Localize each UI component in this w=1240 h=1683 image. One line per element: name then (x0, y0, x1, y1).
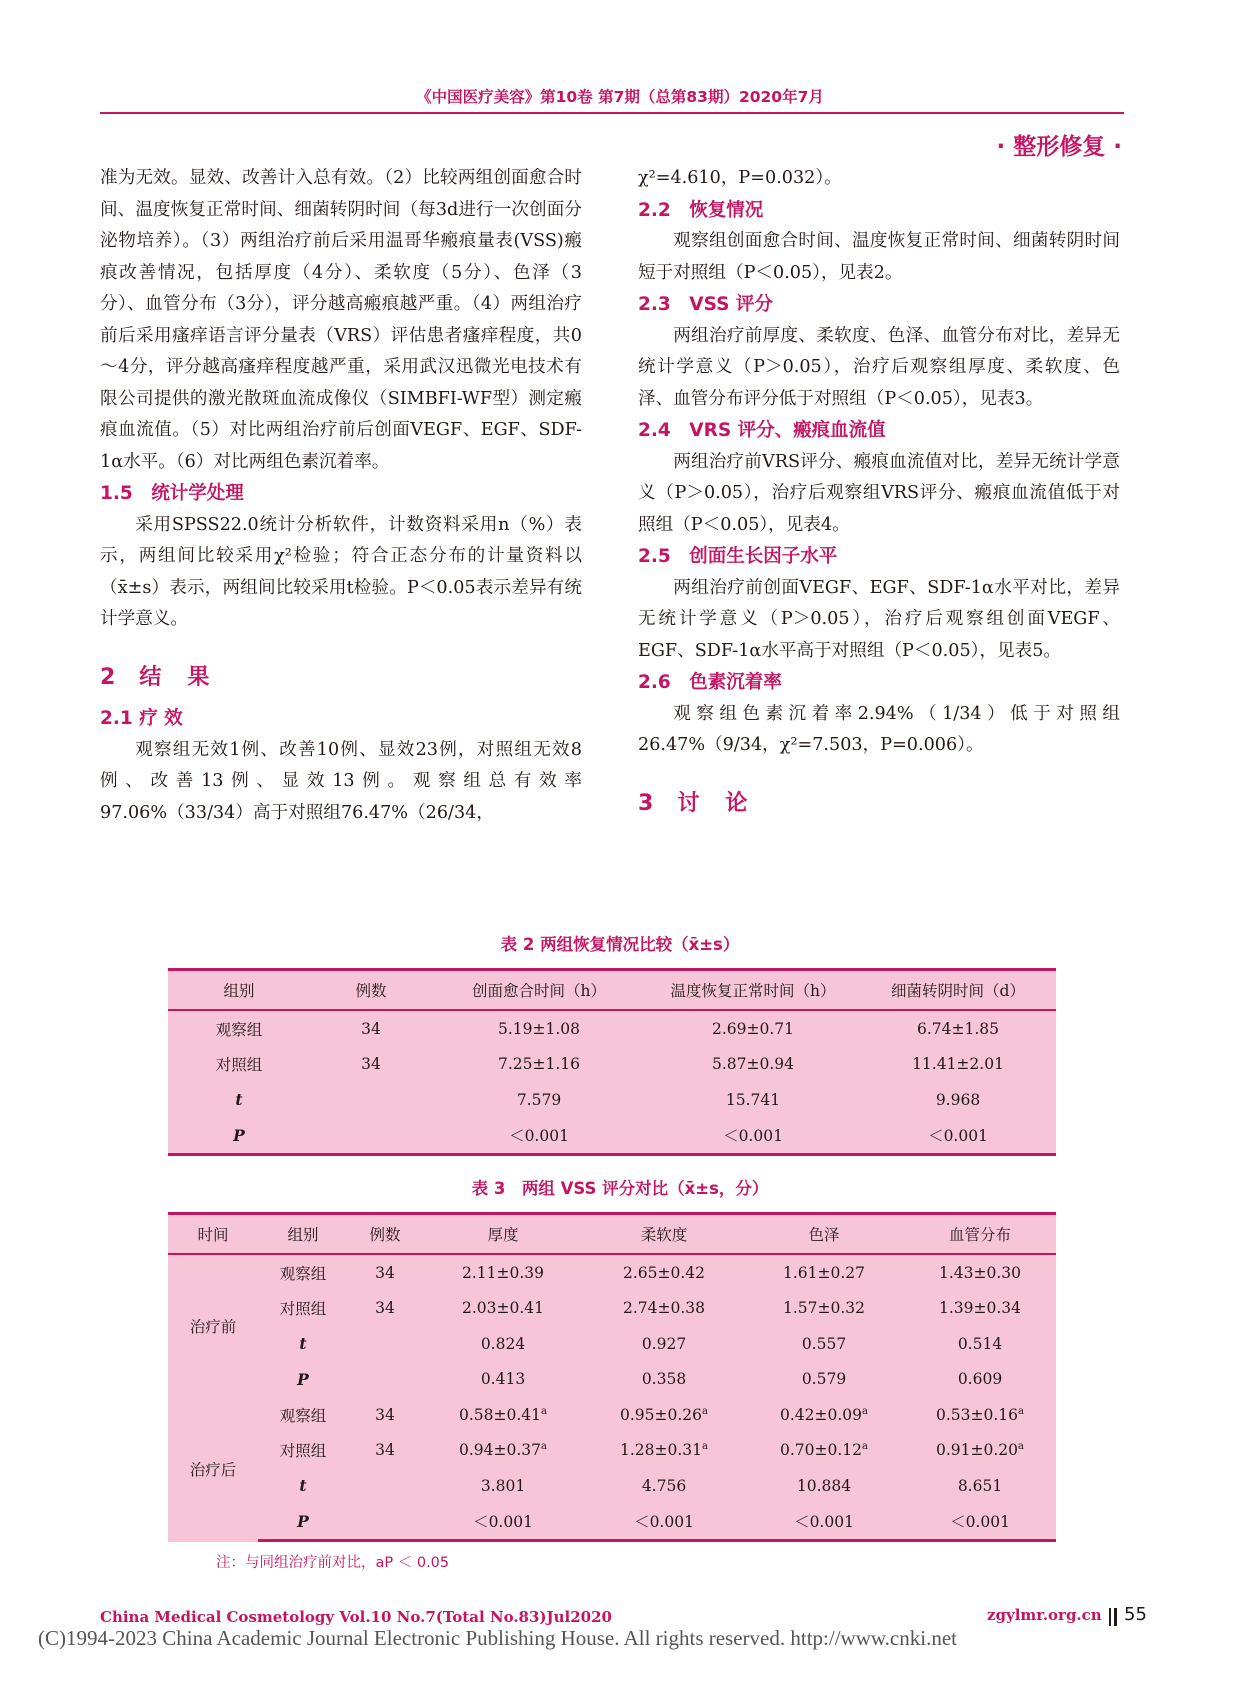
table-note: 注：与同组治疗前对比，aP ＜ 0.05 (216, 1555, 450, 1571)
table-cell: 34 (375, 1299, 395, 1318)
table-header-row (168, 970, 1056, 1011)
table3-caption: 表 3 两组 VSS 评分对比（x̄±s，分） (471, 1179, 769, 1198)
table-cell: 0.358 (641, 1370, 687, 1389)
table-cell: ＜0.001 (646, 1118, 860, 1155)
table-cell (310, 1118, 432, 1155)
table-header: 例数 (348, 1214, 422, 1255)
table-cell (310, 1082, 432, 1118)
table-cell: 9.968 (935, 1090, 981, 1109)
table-cell: 3.801 (480, 1476, 526, 1495)
heading-1-5: 1.5 统计学处理 (100, 483, 244, 504)
table-cell: 0.514 (957, 1334, 1003, 1353)
table-header: 创面愈合时间（h） (432, 970, 646, 1011)
heading-text: 结 果 (139, 664, 212, 690)
table-header-row (168, 1214, 1056, 1255)
table2 (168, 968, 1056, 1156)
paragraph: 观察组创面愈合时间、温度恢复正常时间、细菌转阴时间短于对照组（P＜0.05），见表2。 (638, 231, 1120, 283)
table-cell: 7.25±1.16 (497, 1055, 580, 1074)
table-cell: 0.91±0.20$^a$ (936, 1441, 1024, 1460)
time-group-label: 治疗前 (189, 1318, 237, 1336)
table-cell: 1.39±0.34 (938, 1299, 1021, 1318)
footer-journal: China Medical Cosmetology Vol.10 No.7(Total No.83)Jul2020 (100, 1608, 612, 1626)
table-cell: 0.95±0.26$^a$ (620, 1405, 708, 1424)
table-cell: 11.41±2.01 (912, 1055, 1004, 1074)
table-cell: 0.53±0.16$^a$ (936, 1405, 1024, 1424)
table-cell: P (297, 1369, 309, 1389)
heading-2-4: 2.4 VRS 评分、瘢痕血流值 (638, 420, 886, 441)
table-cell: 4.756 (641, 1476, 687, 1495)
paragraph: 观察组色素沉着率2.94%（1/34）低于对照组26.47%（9/34，χ²=7.503，P=0.006）。 (638, 703, 1120, 755)
table-cell: t (235, 1090, 243, 1110)
table-cell: 0.94±0.37$^a$ (459, 1441, 547, 1460)
table-cell: 0.413 (480, 1370, 526, 1389)
table-row (168, 1118, 1056, 1155)
table-cell: ＜0.001 (904, 1504, 1056, 1541)
table-cell: 2.65±0.42 (622, 1263, 705, 1282)
table-row (168, 1082, 1056, 1118)
copyright-watermark: (C)1994-2023 China Academic Journal Electronic Publishing House. All rights reserved. http://www.cnki.net (38, 1626, 957, 1650)
table-cell: ＜0.001 (422, 1504, 584, 1541)
right-column (638, 163, 1120, 819)
table-cell: 2.03±0.41 (461, 1299, 544, 1318)
table-header: 时间 (168, 1214, 258, 1255)
footer-website: zgylmr.org.cn (987, 1606, 1102, 1624)
heading-text: 讨 论 (677, 790, 750, 816)
table-cell (348, 1468, 422, 1504)
table-cell: 0.70±0.12$^a$ (780, 1441, 868, 1460)
heading-2-3: 2.3 VSS 评分 (638, 294, 773, 315)
paragraph: 准为无效。显效、改善计入总有效。（2）比较两组创面愈合时间、温度恢复正常时间、细菌转阴时间（每3d进行一次创面分泌物培养）。（3）两组治疗前后采用温哥华瘢痕量表(VSS)瘢痕改善情况，包括厚度（4分）、柔软度（5分）、色泽（3分）、血管分布（3分），评分越高瘢痕越严重。（4）两组治疗前后采用瘙痒语言评分量表（VRS）评估患者瘙痒程度，共0～4分，评分越高瘙痒程度越严重，采用武汉迅微光电技术有限公司提供的激光散斑血流成像仪（SIMBFI-WF型）测定瘢痕血流值。（5）对比两组治疗前后创面VEGF、EGF、SDF-1α水平。（6）对比两组色素沉着率。 (100, 168, 582, 472)
table3 (168, 1212, 1056, 1542)
paragraph: 两组治疗前厚度、柔软度、色泽、血管分布对比，差异无统计学意义（P＞0.05），治疗后观察组厚度、柔软度、色泽、血管分布评分低于对照组（P＜0.05），见表3。 (638, 325, 1120, 409)
table-cell: 34 (375, 1405, 395, 1424)
page-bar-icon (1109, 1608, 1111, 1626)
table-cell: 34 (375, 1263, 395, 1282)
time-group-label: 治疗后 (189, 1460, 237, 1479)
table-cell: P (168, 1118, 310, 1155)
table-cell: 0.609 (957, 1370, 1003, 1389)
journal-header: 《中国医疗美容》第10卷 第7期（总第83期）2020年7月 (416, 88, 824, 106)
table-cell: t (299, 1334, 307, 1354)
table-cell: 1.28±0.31$^a$ (620, 1441, 708, 1460)
table-header: 组别 (168, 970, 310, 1011)
table-cell: 0.824 (480, 1334, 526, 1353)
table-cell: ＜0.001 (584, 1504, 744, 1541)
table-cell: 2.69±0.71 (711, 1019, 794, 1038)
table-header: 例数 (310, 970, 432, 1011)
paragraph: 观察组无效1例、改善10例、显效23例，对照组无效8例、改善13例、显效13例。观察组总有效率97.06%（33/34）高于对照组76.47%（26/34， (100, 739, 582, 823)
table-header: 细菌转阴时间（d） (860, 970, 1056, 1011)
table-cell: 0.927 (641, 1334, 687, 1353)
page-bar-icon (1114, 1608, 1117, 1626)
table-row (168, 1468, 1056, 1504)
table-header: 血管分布 (904, 1214, 1056, 1255)
table-cell: 2.74±0.38 (622, 1299, 705, 1318)
table-cell: 7.579 (516, 1090, 562, 1109)
table-cell: 34 (361, 1019, 381, 1038)
table-cell: 0.557 (801, 1334, 847, 1353)
table-cell: 34 (361, 1055, 381, 1074)
table-row (168, 1291, 1056, 1327)
table2-caption: 表 2 两组恢复情况比较（x̄±s） (500, 935, 740, 954)
heading-2-1: 2.1 疗 效 (100, 708, 183, 729)
paragraph: 两组治疗前VRS评分、瘢痕血流值对比，差异无统计学意义（P＞0.05），治疗后观察组VRS评分、瘢痕血流值低于对照组（P＜0.05），见表4。 (638, 451, 1120, 535)
page-number: 55 (1124, 1604, 1147, 1625)
table-cell: 1.43±0.30 (938, 1263, 1021, 1282)
table-cell: 对照组 (279, 1300, 327, 1319)
table-cell: ＜0.001 (432, 1118, 646, 1155)
table-cell: 10.884 (796, 1476, 852, 1495)
table-cell: 15.741 (725, 1090, 781, 1109)
paragraph: 采用SPSS22.0统计分析软件，计数资料采用n（%）表示，两组间比较采用χ²检验；符合正态分布的计量资料以（x̄±s）表示，两组间比较采用t检验。P＜0.05表示差异有统计学意义。 (100, 514, 582, 629)
table-row (168, 1397, 1056, 1433)
paragraph: χ²=4.610，P=0.032）。 (638, 168, 842, 188)
heading-2-5: 2.5 创面生长因子水平 (638, 546, 838, 567)
table-cell: 0.58±0.41$^a$ (459, 1405, 547, 1424)
section-tag: · 整形修复 · (996, 134, 1122, 160)
table-row (168, 1047, 1056, 1083)
table-cell: 0.579 (801, 1370, 847, 1389)
table-row (168, 1254, 1056, 1291)
table-row (168, 1362, 1056, 1398)
table-row (168, 1433, 1056, 1469)
table-cell: P (258, 1504, 348, 1541)
table-cell: 1.61±0.27 (782, 1263, 865, 1282)
heading-2-2: 2.2 恢复情况 (638, 199, 764, 221)
paragraph: 两组治疗前创面VEGF、EGF、SDF-1α水平对比，差异无统计学意义（P＞0.05），治疗后观察组创面VEGF、EGF、SDF-1α水平高于对照组（P＜0.05），见表5。 (638, 577, 1120, 661)
table-cell: 对照组 (279, 1442, 327, 1461)
table-cell (348, 1504, 422, 1541)
table-cell: 0.42±0.09$^a$ (780, 1405, 868, 1424)
table-cell: ＜0.001 (744, 1504, 904, 1541)
heading-results (100, 662, 582, 694)
table-header: 组别 (258, 1214, 348, 1255)
table-cell: 1.57±0.32 (782, 1299, 865, 1318)
table-header: 温度恢复正常时间（h） (646, 970, 860, 1011)
heading-2-6: 2.6 色素沉着率 (638, 672, 782, 693)
table-cell: 观察组 (279, 1264, 327, 1283)
table-cell (348, 1326, 422, 1362)
table-header: 柔软度 (584, 1214, 744, 1255)
table-row (168, 1504, 1056, 1541)
left-column (100, 163, 582, 829)
table-cell: 5.87±0.94 (711, 1055, 794, 1074)
table-cell: 34 (375, 1441, 395, 1460)
heading-discussion (638, 788, 1120, 820)
heading-number: 3 (638, 790, 656, 816)
table-header: 厚度 (422, 1214, 584, 1255)
table-cell: 5.19±1.08 (497, 1019, 580, 1038)
table-cell: 观察组 (279, 1406, 327, 1425)
table-cell: 2.11±0.39 (461, 1263, 544, 1282)
table-cell: 对照组 (215, 1056, 263, 1075)
table-row (168, 1326, 1056, 1362)
table-row (168, 1010, 1056, 1047)
table-cell: 8.651 (957, 1476, 1003, 1495)
table-header: 色泽 (744, 1214, 904, 1255)
table-cell (348, 1362, 422, 1398)
table-cell: 观察组 (215, 1020, 263, 1039)
heading-number: 2 (100, 664, 118, 690)
header-rule (100, 112, 1124, 114)
table-cell: 6.74±1.85 (916, 1019, 999, 1038)
table-cell: ＜0.001 (860, 1118, 1056, 1155)
table-cell: t (299, 1476, 307, 1496)
